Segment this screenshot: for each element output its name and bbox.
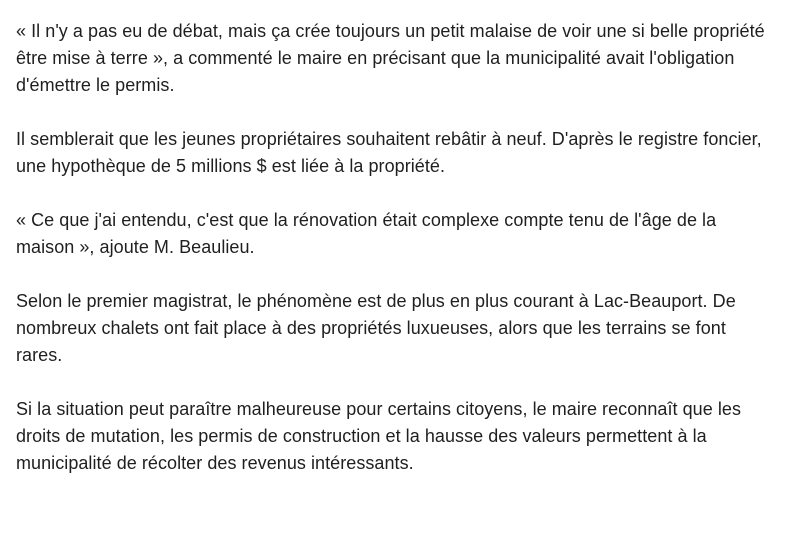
article-paragraph: « Il n'y a pas eu de débat, mais ça crée toujours un petit malaise de voir une si belle propriété être mise à terre », a commenté le maire en précisant que la municipalité avait l'obligation d'émettre le permis.: [16, 21, 765, 95]
article-paragraph: Il semblerait que les jeunes propriétaires souhaitent rebâtir à neuf. D'après le registre foncier, une hypothèque de 5 millions $ est liée à la propriété.: [16, 129, 762, 176]
article-paragraph: Si la situation peut paraître malheureuse pour certains citoyens, le maire reconnaît que les droits de mutation, les permis de construction et la hausse des valeurs permettent à la municipalité de récolter des revenus intéressants.: [16, 399, 741, 473]
article-body: [16, 18, 768, 504]
article-paragraph: Selon le premier magistrat, le phénomène est de plus en plus courant à Lac-Beauport. De nombreux chalets ont fait place à des propriétés luxueuses, alors que les terrains se font rares.: [16, 291, 736, 365]
article-paragraph: « Ce que j'ai entendu, c'est que la rénovation était complexe compte tenu de l'âge de la maison », ajoute M. Beaulieu.: [16, 210, 717, 257]
